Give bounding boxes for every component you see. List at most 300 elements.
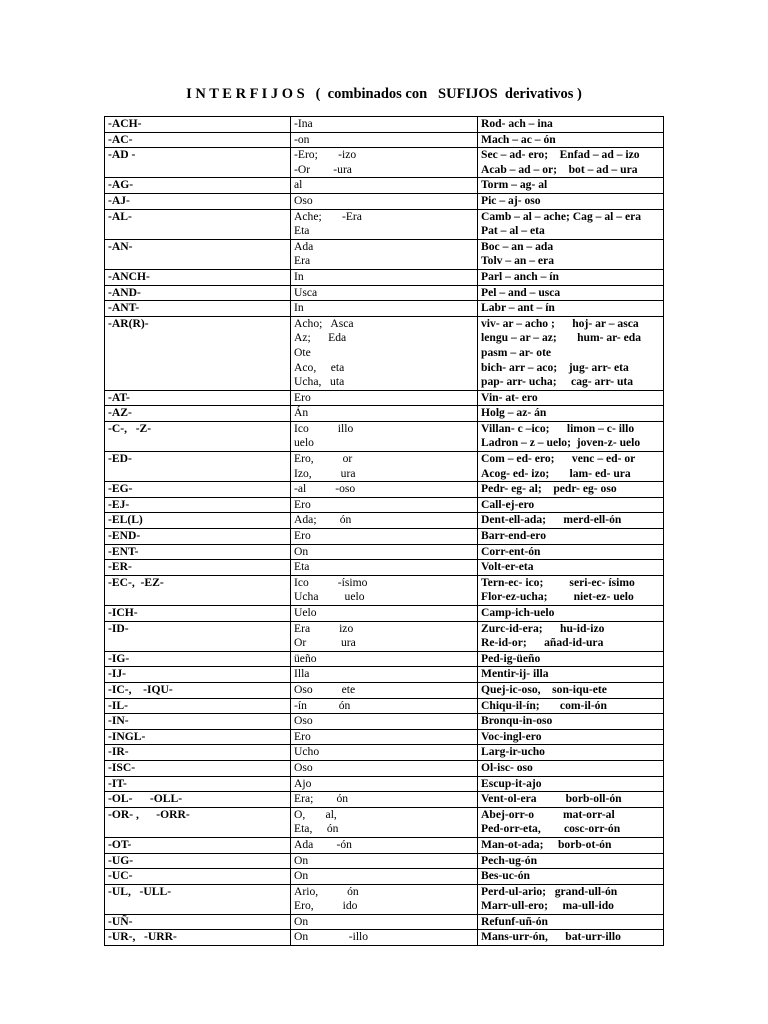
cell-line: -END- (108, 529, 141, 543)
cell-line: -ICH- (108, 606, 138, 619)
cell-line: Escup-it-ajo (481, 776, 542, 790)
cell-line: pasm – ar- ote (481, 345, 552, 359)
cell-line: -UL, -ULL- (108, 884, 172, 898)
ejemplos-cell (478, 544, 664, 560)
cell-line: On (294, 869, 309, 883)
cell-line: Ajo (294, 776, 312, 790)
cell-line: Refunf-uñ-ón (481, 914, 548, 928)
ejemplos-cell (478, 606, 664, 622)
cell-line: -ID- (108, 621, 129, 635)
cell-line: Volt-er-eta (481, 560, 534, 574)
cell-line: Eta, ón (294, 822, 339, 836)
cell-line: Parl – anch – ín (481, 269, 559, 283)
cell-line: -al -oso (294, 482, 356, 496)
ejemplos-cell (478, 301, 664, 317)
sufijos-cell (291, 667, 478, 683)
sufijos-cell (291, 853, 478, 869)
cell-line: On (294, 544, 309, 558)
table-row (105, 513, 664, 529)
table-row (105, 682, 664, 698)
cell-line: -OT- (108, 837, 132, 851)
ejemplos-cell (478, 760, 664, 776)
cell-line: Ico illo (294, 421, 354, 435)
cell-line: Camp-ich-uelo (481, 606, 555, 619)
cell-line: Ero, ido (294, 899, 358, 913)
cell-line: Quej-ic-oso, son-iqu-ete (481, 682, 607, 696)
table-row (105, 301, 664, 317)
ejemplos-cell (478, 421, 664, 451)
cell-line: Boc – an – ada (481, 239, 554, 253)
cell-line: Call-ej-ero (481, 497, 535, 511)
interfijo-cell (105, 575, 291, 605)
table-row (105, 497, 664, 513)
table-row (105, 884, 664, 914)
table-row (105, 452, 664, 482)
interfijo-cell (105, 869, 291, 885)
interfijo-cell (105, 178, 291, 194)
sufijos-cell (291, 301, 478, 317)
interfijo-cell (105, 807, 291, 837)
table-row (105, 406, 664, 422)
cell-line: Perd-ul-ario; grand-ull-ón (481, 884, 618, 898)
ejemplos-cell (478, 621, 664, 651)
cell-line: -ER- (108, 560, 132, 574)
cell-line: On (294, 914, 309, 928)
cell-line: -IT- (108, 776, 127, 790)
sufijos-cell (291, 729, 478, 745)
interfijo-cell (105, 239, 291, 269)
ejemplos-cell (478, 914, 664, 930)
cell-line: Acab – ad – or; bot – ad – ura (481, 162, 638, 176)
cell-line: Zurc-id-era; hu-id-izo (481, 621, 605, 635)
cell-line: Uelo (294, 606, 317, 619)
cell-line: -AT- (108, 390, 130, 404)
sufijos-cell (291, 239, 478, 269)
cell-line: Or ura (294, 636, 356, 650)
document-title: I N T E R F I J O S ( combinados con SUFIJOS derivativos ) (186, 86, 582, 102)
table-row (105, 285, 664, 301)
ejemplos-cell (478, 884, 664, 914)
ejemplos-cell (478, 132, 664, 148)
sufijos-cell (291, 621, 478, 651)
cell-line: Izo, ura (294, 466, 356, 480)
cell-line: uelo (294, 436, 314, 450)
sufijos-cell (291, 760, 478, 776)
interfijo-cell (105, 714, 291, 730)
cell-line: Tolv – an – era (481, 254, 555, 268)
cell-line: In (294, 269, 304, 283)
cell-line: Voc-ingl-ero (481, 729, 542, 743)
table-row (105, 132, 664, 148)
table-row (105, 209, 664, 239)
sufijos-cell (291, 132, 478, 148)
interfijo-cell (105, 421, 291, 451)
cell-line: -ín ón (294, 698, 351, 712)
ejemplos-cell (478, 452, 664, 482)
interfijo-cell (105, 698, 291, 714)
interfijo-cell (105, 132, 291, 148)
cell-line: -IG- (108, 651, 130, 665)
cell-line: Vin- at- ero (481, 390, 538, 404)
interfijo-cell (105, 651, 291, 667)
ejemplos-cell (478, 792, 664, 808)
ejemplos-cell (478, 729, 664, 745)
cell-line: -IC-, -IQU- (108, 682, 173, 696)
sufijos-cell (291, 193, 478, 209)
cell-line: Ped-ig-üeño (481, 651, 541, 665)
cell-line: Torm – ag- al (481, 178, 548, 192)
ejemplos-cell (478, 682, 664, 698)
ejemplos-cell (478, 560, 664, 576)
ejemplos-cell (478, 853, 664, 869)
table-row (105, 482, 664, 498)
ejemplos-cell (478, 745, 664, 761)
ejemplos-cell (478, 698, 664, 714)
interfijo-cell (105, 544, 291, 560)
cell-line: Ero (294, 729, 311, 743)
cell-line: Bes-uc-ón (481, 869, 530, 883)
table-row (105, 316, 664, 390)
interfijo-cell (105, 482, 291, 498)
cell-line: Sec – ad- ero; Enfad – ad – izo (481, 148, 640, 162)
table-row (105, 792, 664, 808)
sufijos-cell (291, 285, 478, 301)
table-row (105, 667, 664, 683)
cell-line: Ero, or (294, 452, 353, 466)
cell-line: Illa (294, 667, 310, 681)
ejemplos-cell (478, 269, 664, 285)
table-row (105, 606, 664, 622)
cell-line: Ache; -Era (294, 209, 362, 223)
cell-line: Larg-ir-ucho (481, 745, 545, 759)
sufijos-cell (291, 209, 478, 239)
interfijo-cell (105, 513, 291, 529)
cell-line: -EG- (108, 482, 133, 496)
cell-line: Ero (294, 529, 311, 543)
interfijo-cell (105, 914, 291, 930)
sufijos-cell (291, 651, 478, 667)
table-row (105, 178, 664, 194)
ejemplos-cell (478, 651, 664, 667)
cell-line: -OL- -OLL- (108, 792, 183, 806)
cell-line: Án (294, 406, 309, 420)
ejemplos-cell (478, 930, 664, 946)
cell-line: -OR- , -ORR- (108, 807, 190, 821)
cell-line: Aco, eta (294, 360, 345, 374)
cell-line: Mach – ac – ón (481, 132, 556, 146)
sufijos-cell (291, 117, 478, 133)
ejemplos-cell (478, 178, 664, 194)
sufijos-cell (291, 406, 478, 422)
cell-line: Flor-ez-ucha; niet-ez- uelo (481, 590, 634, 604)
cell-line: al (294, 178, 303, 192)
sufijos-cell (291, 497, 478, 513)
sufijos-cell (291, 482, 478, 498)
cell-line: Camb – al – ache; Cag – al – era (481, 209, 642, 223)
interfijo-cell (105, 390, 291, 406)
cell-line: -AR(R)- (108, 316, 149, 330)
cell-line: viv- ar – acho ; hoj- ar – asca (481, 316, 639, 330)
table-row (105, 776, 664, 792)
ejemplos-cell (478, 776, 664, 792)
cell-line: Re-id-or; añad-id-ura (481, 636, 604, 650)
sufijos-cell (291, 529, 478, 545)
ejemplos-cell (478, 239, 664, 269)
interfijo-cell (105, 452, 291, 482)
cell-line: Abej-orr-o mat-orr-al (481, 807, 615, 821)
interfijo-cell (105, 606, 291, 622)
table-row (105, 698, 664, 714)
cell-line: Bronqu-in-oso (481, 714, 553, 728)
cell-line: -on (294, 132, 310, 146)
ejemplos-cell (478, 316, 664, 390)
cell-line: Vent-ol-era borb-oll-ón (481, 792, 622, 806)
ejemplos-cell (478, 714, 664, 730)
interfijo-cell (105, 406, 291, 422)
cell-line: Labr – ant – ín (481, 301, 555, 315)
cell-line: On -illo (294, 930, 369, 944)
interfijo-cell (105, 837, 291, 853)
cell-line: Com – ed- ero; venc – ed- or (481, 452, 636, 466)
cell-line: bich- arr – aco; jug- arr- eta (481, 360, 629, 374)
cell-line: Marr-ull-ero; ma-ull-ido (481, 899, 614, 913)
ejemplos-cell (478, 482, 664, 498)
cell-line: -EJ- (108, 497, 130, 511)
cell-line: Ucho (294, 745, 320, 759)
sufijos-cell (291, 698, 478, 714)
cell-line: Era; ón (294, 792, 349, 806)
sufijos-cell (291, 914, 478, 930)
cell-line: Ario, ón (294, 884, 359, 898)
cell-line: -AN- (108, 239, 133, 253)
ejemplos-cell (478, 117, 664, 133)
cell-line: Chiqu-il-ín; com-il-ón (481, 698, 607, 712)
cell-line: Corr-ent-ón (481, 544, 541, 558)
cell-line: -AD - (108, 148, 136, 162)
cell-line: Barr-end-ero (481, 529, 547, 543)
cell-line: pap- arr- ucha; cag- arr- uta (481, 375, 634, 389)
ejemplos-cell (478, 807, 664, 837)
cell-line: Ucha, uta (294, 375, 345, 389)
sufijos-cell (291, 745, 478, 761)
cell-line: Ico -ísimo (294, 575, 368, 589)
table-row (105, 869, 664, 885)
sufijos-cell (291, 714, 478, 730)
sufijos-cell (291, 575, 478, 605)
sufijos-cell (291, 930, 478, 946)
cell-line: Usca (294, 285, 318, 299)
ejemplos-cell (478, 837, 664, 853)
cell-line: On (294, 853, 309, 867)
cell-line: -INGL- (108, 729, 146, 743)
sufijos-cell (291, 544, 478, 560)
table-row (105, 193, 664, 209)
interfijo-cell (105, 497, 291, 513)
sufijos-cell (291, 682, 478, 698)
ejemplos-cell (478, 869, 664, 885)
cell-line: Pic – aj- oso (481, 193, 541, 207)
cell-line: Villan- c –ico; limon – c- illo (481, 421, 635, 435)
cell-line: Mans-urr-ón, bat-urr-illo (481, 930, 621, 944)
cell-line: Holg – az- án (481, 406, 547, 420)
cell-line: -AJ- (108, 193, 130, 207)
table-row (105, 148, 664, 178)
table-row (105, 837, 664, 853)
table-row (105, 575, 664, 605)
cell-line: Pech-ug-ón (481, 853, 538, 867)
cell-line: -AL- (108, 209, 132, 223)
cell-line: -Ina (294, 117, 313, 130)
cell-line: Az; Eda (294, 331, 347, 345)
cell-line: Ote (294, 345, 311, 359)
cell-line: Pel – and – usca (481, 285, 561, 299)
ejemplos-cell (478, 575, 664, 605)
sufijos-cell (291, 807, 478, 837)
sufijos-cell (291, 606, 478, 622)
sufijos-cell (291, 178, 478, 194)
cell-line: Rod- ach – ina (481, 117, 553, 130)
cell-line: Man-ot-ada; borb-ot-ón (481, 837, 612, 851)
cell-line: Eta (294, 224, 310, 238)
table-row (105, 544, 664, 560)
ejemplos-cell (478, 148, 664, 178)
sufijos-cell (291, 148, 478, 178)
table-row (105, 621, 664, 651)
sufijos-cell (291, 316, 478, 390)
ejemplos-cell (478, 497, 664, 513)
cell-line: -UR-, -URR- (108, 930, 177, 944)
cell-line: Oso (294, 714, 313, 728)
cell-line: Ero (294, 390, 311, 404)
cell-line: -AND- (108, 285, 141, 299)
cell-line: -EC-, -EZ- (108, 575, 164, 589)
table-row (105, 760, 664, 776)
interfijo-cell (105, 930, 291, 946)
cell-line: -AG- (108, 178, 134, 192)
cell-line: -IN- (108, 714, 129, 728)
interfijo-cell (105, 560, 291, 576)
table-row (105, 853, 664, 869)
table-row (105, 807, 664, 837)
ejemplos-cell (478, 285, 664, 301)
interfijo-cell (105, 209, 291, 239)
sufijos-cell (291, 269, 478, 285)
cell-line: -UG- (108, 853, 134, 867)
cell-line: Oso ete (294, 682, 356, 696)
table-row (105, 714, 664, 730)
sufijos-cell (291, 390, 478, 406)
ejemplos-cell (478, 193, 664, 209)
cell-line: Mentir-ij- illa (481, 667, 549, 681)
cell-line: Ladron – z – uelo; joven-z- uelo (481, 436, 641, 450)
cell-line: -ENT- (108, 544, 139, 558)
cell-line: Pat – al – eta (481, 224, 545, 238)
cell-line: -IL- (108, 698, 128, 712)
cell-line: In (294, 301, 304, 315)
interfijo-cell (105, 301, 291, 317)
interfijo-cell (105, 792, 291, 808)
interfijo-cell (105, 667, 291, 683)
sufijos-cell (291, 513, 478, 529)
cell-line: Ped-orr-eta, cosc-orr-ón (481, 822, 621, 836)
ejemplos-cell (478, 667, 664, 683)
sufijos-cell (291, 869, 478, 885)
cell-line: Tern-ec- ico; seri-ec- ísimo (481, 575, 635, 589)
ejemplos-cell (478, 209, 664, 239)
interfijo-cell (105, 621, 291, 651)
cell-line: -IJ- (108, 667, 127, 681)
table-row (105, 651, 664, 667)
table-row (105, 117, 664, 133)
cell-line: -ISC- (108, 760, 136, 774)
cell-line: Acho; Asca (294, 316, 354, 330)
sufijos-cell (291, 560, 478, 576)
cell-line: Oso (294, 760, 313, 774)
cell-line: Ol-isc- oso (481, 760, 533, 774)
table-row (105, 529, 664, 545)
sufijos-cell (291, 837, 478, 853)
cell-line: Ada; ón (294, 513, 352, 527)
ejemplos-cell (478, 513, 664, 529)
cell-line: Dent-ell-ada; merd-ell-ón (481, 513, 622, 527)
table-row (105, 745, 664, 761)
table-row (105, 239, 664, 269)
cell-line: Ero (294, 497, 311, 511)
sufijos-cell (291, 792, 478, 808)
cell-line: Oso (294, 193, 313, 207)
cell-line: -Ero; -izo (294, 148, 357, 162)
interfijos-table (104, 116, 664, 946)
cell-line: O, al, (294, 807, 337, 821)
interfijo-cell (105, 117, 291, 133)
table-body (105, 117, 664, 946)
interfijo-cell (105, 776, 291, 792)
sufijos-cell (291, 884, 478, 914)
table-row (105, 421, 664, 451)
interfijo-cell (105, 193, 291, 209)
interfijo-cell (105, 682, 291, 698)
cell-line: lengu – ar – az; hum- ar- eda (481, 331, 642, 345)
cell-line: -UC- (108, 869, 133, 883)
cell-line: üeño (294, 651, 317, 665)
table-row (105, 914, 664, 930)
table-row (105, 269, 664, 285)
interfijo-cell (105, 853, 291, 869)
cell-line: -Or -ura (294, 162, 352, 176)
interfijo-cell (105, 760, 291, 776)
interfijo-cell (105, 269, 291, 285)
interfijo-cell (105, 745, 291, 761)
cell-line: -C-, -Z- (108, 421, 152, 435)
ejemplos-cell (478, 529, 664, 545)
cell-line: Era (294, 254, 311, 268)
interfijo-cell (105, 316, 291, 390)
interfijo-cell (105, 729, 291, 745)
cell-line: Pedr- eg- al; pedr- eg- oso (481, 482, 617, 496)
cell-line: -AC- (108, 132, 133, 146)
sufijos-cell (291, 452, 478, 482)
interfijo-cell (105, 884, 291, 914)
cell-line: Eta (294, 560, 310, 574)
cell-line: -UÑ- (108, 914, 133, 928)
table-row (105, 930, 664, 946)
cell-line: -EL(L) (108, 513, 143, 527)
cell-line: -AZ- (108, 406, 132, 420)
table-row (105, 390, 664, 406)
sufijos-cell (291, 776, 478, 792)
table-row (105, 729, 664, 745)
interfijo-cell (105, 529, 291, 545)
